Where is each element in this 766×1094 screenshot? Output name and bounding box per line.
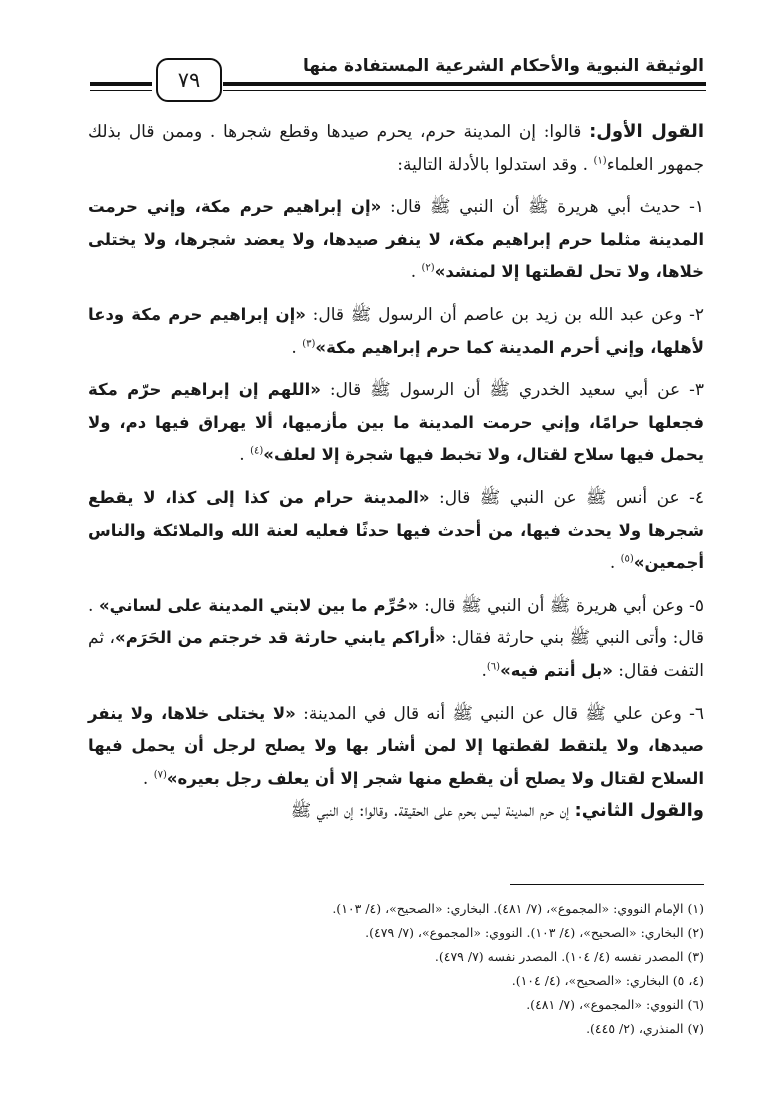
- header-rule: [223, 82, 706, 86]
- footnote-ref: (٥): [620, 553, 634, 565]
- paragraph-text: ، ثم التفت فقال:: [88, 628, 704, 681]
- paragraph-text: . قال: وأتى النبي ﷺ بني حارثة فقال:: [88, 595, 705, 649]
- footnote-ref: (٦): [486, 661, 501, 673]
- hadith-text: «حُرِّم ما بين لابتي المدينة على لساني»: [99, 595, 419, 615]
- page-number: ٧٩: [156, 58, 222, 102]
- footnote: (٤، ٥) البخاري: «الصحيح»، (٤/ ١٠٤).: [511, 973, 704, 988]
- footnote: (١) الإمام النووي: «المجموع»، (٧/ ٤٨١). البخاري: «الصحيح»، (٤/ ١٠٣).: [332, 901, 704, 916]
- footnote: (٧) المنذري، (٢/ ٤٤٥).: [586, 1021, 704, 1036]
- evidence-3: [88, 374, 704, 472]
- hadith-text: «إن إبراهيم حرم مكة، وإني حرمت المدينة مثلما حرم إبراهيم مكة، لا ينفر صيدها، ولا يعضد شجرها، ولا يختلى خلاها، ولا تحل لقطتها إلا لمنشد»: [88, 197, 704, 282]
- punctuation: .: [142, 768, 154, 789]
- hadith-intro: ٦- وعن علي ﷺ قال عن النبي ﷺ أنه قال في المدينة:: [295, 703, 704, 724]
- paragraph-text: . وقد استدلوا بالأدلة التالية:: [397, 154, 594, 175]
- hadith-text: «إن إبراهيم حرم مكة ودعا لأهلها، وإني أحرم المدينة كما حرم إبراهيم مكة»: [88, 304, 704, 357]
- body-text: [88, 116, 704, 828]
- hadith-intro: ٥- وعن أبي هريرة ﷺ أن النبي ﷺ قال:: [418, 595, 705, 616]
- punctuation: .: [609, 553, 621, 574]
- paragraph-second-opinion: [88, 795, 704, 828]
- punctuation: .: [481, 660, 487, 681]
- punctuation: .: [291, 337, 303, 358]
- footnote-ref: (٧): [153, 769, 167, 781]
- hadith-text: «المدينة حرام من كذا إلى كذا، لا يقطع شجرها ولا يحدث فيها، من أحدث فيها حدثًا فعليه لعنة الله والملائكة والناس أجمعين»: [88, 487, 704, 573]
- footnote-ref: (٤): [250, 445, 264, 457]
- header-rule-left: [90, 82, 152, 86]
- hadith-text: «اللهم إن إبراهيم حرّم مكة فجعلها حرامًا، وإني حرمت المدينة ما بين مأزميها، ألا يهراق فيها دم، ولا يحمل فيها سلاح لقتال، ولا تخبط فيها شجرة إلا لعلف»: [88, 380, 704, 465]
- footnote-rule: [510, 884, 704, 885]
- evidence-2: [88, 299, 704, 364]
- footnotes: [88, 897, 704, 1041]
- running-header-title: الوثيقة النبوية والأحكام الشرعية المستفادة منها: [302, 56, 704, 76]
- evidence-5: [88, 590, 704, 688]
- footnote: (٢) البخاري: «الصحيح»، (٤/ ١٠٣). النووي: «المجموع»، (٧/ ٤٧٩).: [365, 925, 704, 940]
- hadith-intro: ٣- عن أبي سعيد الخدري ﷺ أن الرسول ﷺ قال:: [320, 380, 704, 401]
- hadith-intro: ٤- عن أنس ﷺ عن النبي ﷺ قال:: [429, 487, 704, 508]
- paragraph-text: قالوا: إن المدينة حرم، يحرم صيدها وقطع شجرها . وممن قال بذلك جمهور العلماء: [88, 122, 704, 175]
- hadith-text: «لا يختلى خلاها، ولا ينفر صيدها، ولا يلتقط لقطتها إلا لمن أشار بها ولا يصلح لرجل أن يحمل فيها السلاح لقتال ولا يصلح أن يقطع منها شجر إلا أن يعلف رجل بعيره»: [88, 703, 704, 788]
- hadith-intro: ٢- وعن عبد الله بن زيد بن عاصم أن الرسول ﷺ قال:: [305, 304, 704, 325]
- evidence-1: [88, 191, 704, 289]
- section-lead: القول الأول:: [589, 121, 704, 142]
- paragraph-text: إن حرم المدينة ليس بحرم على الحقيقة. وقالوا: إن النبي ﷺ: [290, 801, 575, 822]
- section-lead: والقول الثاني:: [574, 800, 704, 822]
- punctuation: .: [239, 445, 251, 466]
- paragraph-first-opinion: [88, 116, 704, 181]
- footnote-ref: (٢): [421, 262, 435, 274]
- header-rule-left-thin: [90, 90, 152, 91]
- punctuation: .: [410, 262, 422, 283]
- evidence-6: [88, 698, 704, 796]
- hadith-text: «أراكم يابني حارثة قد خرجتم من الحَرَم»: [115, 628, 446, 648]
- footnote: (٦) النووي: «المجموع»، (٧/ ٤٨١).: [526, 997, 704, 1012]
- header-rule-thin: [223, 90, 706, 91]
- evidence-4: [88, 482, 704, 580]
- footnote: (٣) المصدر نفسه (٤/ ١٠٤). المصدر نفسه (٧/ ٤٧٩).: [434, 949, 704, 964]
- hadith-intro: ١- حديث أبي هريرة ﷺ أن النبي ﷺ قال:: [381, 197, 705, 218]
- footnote-ref: (٣): [302, 337, 316, 349]
- hadith-text: «بل أنتم فيه»: [500, 660, 613, 680]
- footnote-ref: (١): [593, 154, 607, 166]
